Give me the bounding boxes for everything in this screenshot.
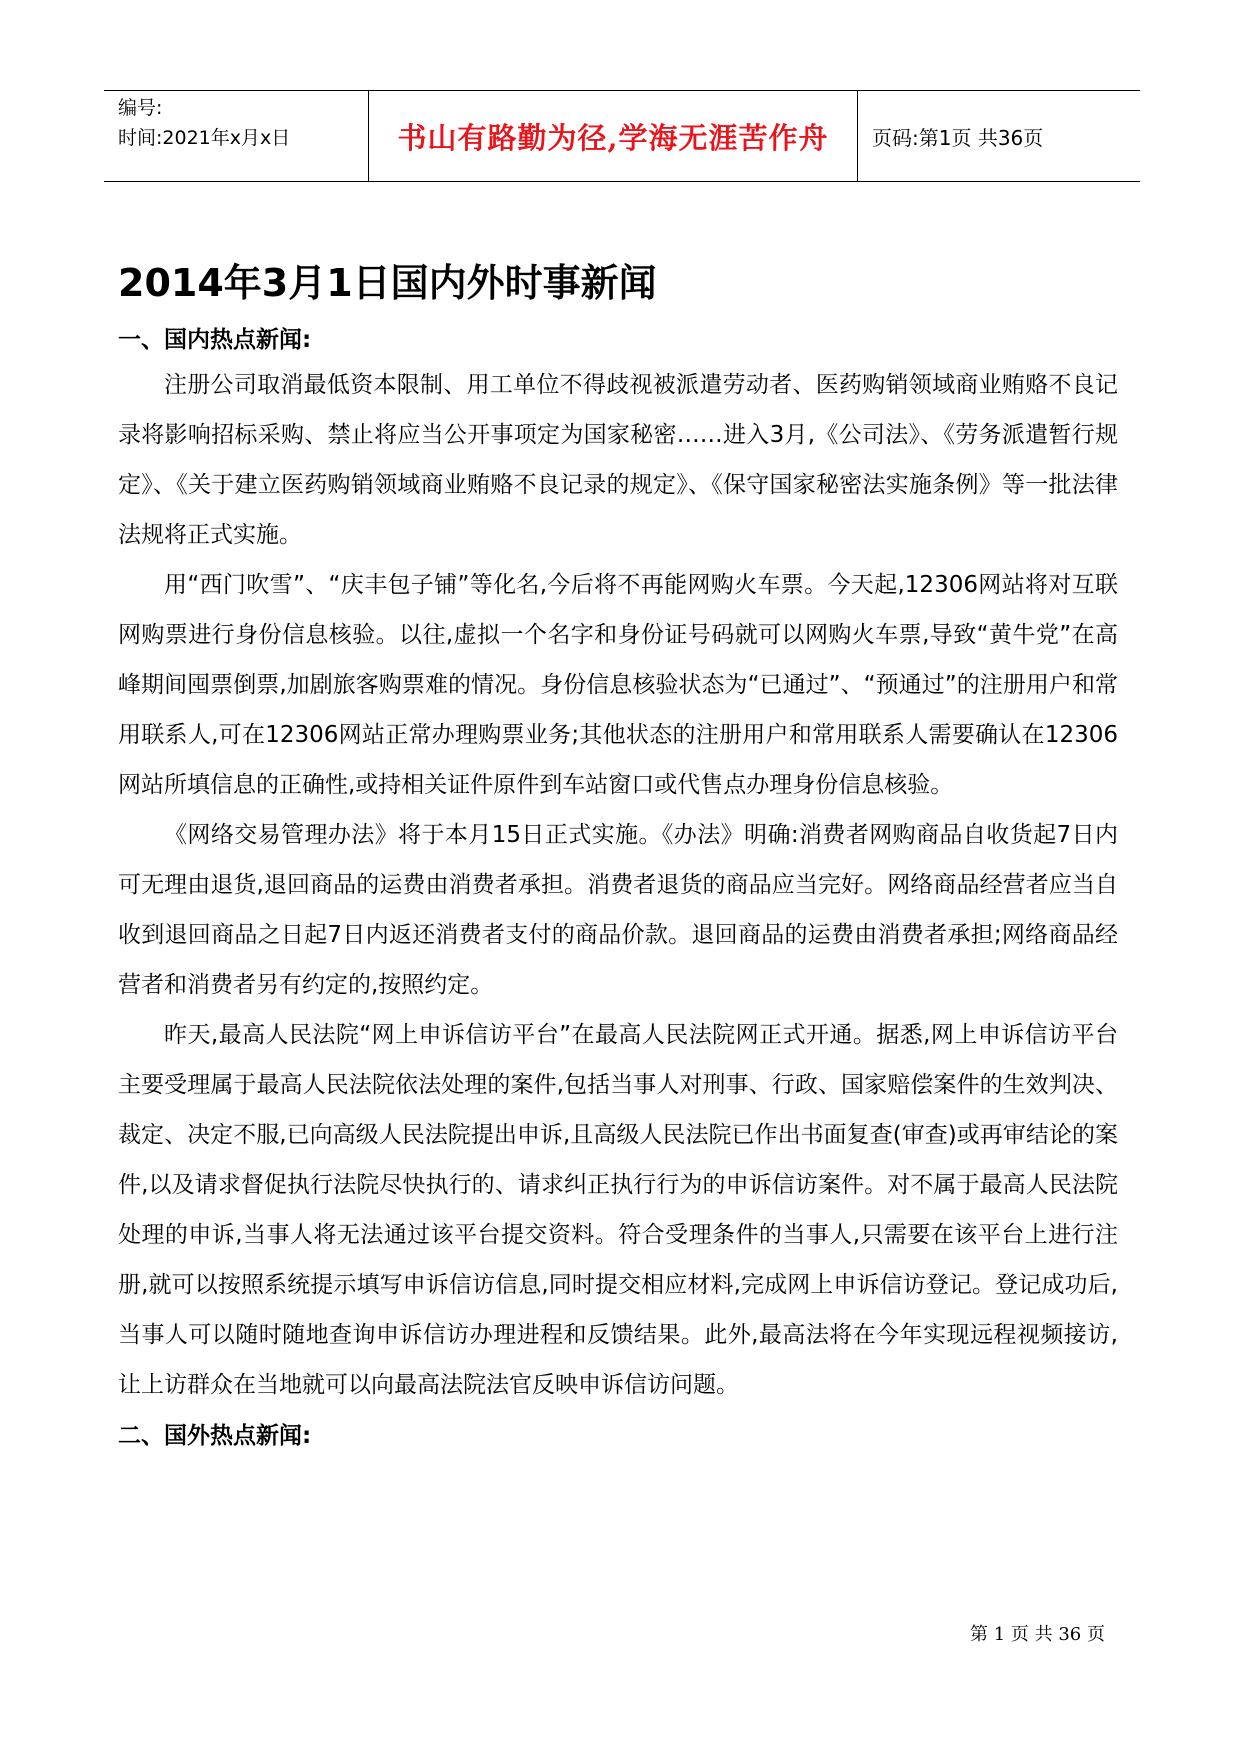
paragraph: 《网络交易管理办法》将于本月15日正式实施。《办法》明确:消费者网购商品自收货起7日内可无理由退货,退回商品的运费由消费者承担。消费者退货的商品应当完好。网络商品经营者应当自收到退回商品之日起7日内返还消费者支付的商品价款。退回商品的运费由消费者承担;网络商品经营者和消费者另有约定的,按照约定。 xyxy=(118,822,1118,998)
header-motto-cell xyxy=(368,91,858,181)
document-time: 时间:2021年x月x日 xyxy=(118,127,291,149)
page-footer-number: 第 1 页 共 36 页 xyxy=(970,1624,1105,1645)
section-heading-domestic: 一、国内热点新闻: xyxy=(118,327,312,353)
document-body xyxy=(118,320,1118,1456)
paragraph: 昨天,最高人民法院“网上申诉信访平台”在最高人民法院网正式开通。据悉,网上申诉信访平台主要受理属于最高人民法院依法处理的案件,包括当事人对刑事、行政、国家赔偿案件的生效判决、裁定、决定不服,已向高级人民法院提出申诉,且高级人民法院已作出书面复查(审查)或再审结论的案件,以及请求督促执行法院尽快执行的、请求纠正执行行为的申诉信访案件。对不属于最高人民法院处理的申诉,当事人将无法通过该平台提交资料。符合受理条件的当事人,只需要在该平台上进行注册,就可以按照系统提示填写申诉信访信息,同时提交相应材料,完成网上申诉信访登记。登记成功后,当事人可以随时随地查询申诉信访办理进程和反馈结果。此外,最高法将在今年实现远程视频接访,让上访群众在当地就可以向最高法院法官反映申诉信访问题。 xyxy=(118,1022,1118,1398)
section-heading-international: 二、国外热点新闻: xyxy=(118,1423,312,1449)
header-page-cell xyxy=(858,91,1140,181)
document-number-label: 编号: xyxy=(118,97,163,119)
page-header xyxy=(104,90,1140,182)
paragraph: 注册公司取消最低资本限制、用工单位不得歧视被派遣劳动者、医药购销领域商业贿赂不良记录将影响招标采购、禁止将应当公开事项定为国家秘密……进入3月,《公司法》、《劳务派遣暂行规定》、《关于建立医药购销领域商业贿赂不良记录的规定》、《保守国家秘密法实施条例》等一批法律法规将正式实施。 xyxy=(118,372,1118,548)
header-motto: 书山有路勤为径,学海无涯苦作舟 xyxy=(397,120,829,155)
document-title: 2014年3月1日国内外时事新闻 xyxy=(118,261,657,305)
paragraph: 用“西门吹雪”、“庆丰包子铺”等化名,今后将不再能网购火车票。今天起,12306网站将对互联网购票进行身份信息核验。以往,虚拟一个名字和身份证号码就可以网购火车票,导致“黄牛党”在高峰期间囤票倒票,加剧旅客购票难的情况。身份信息核验状态为“已通过”、“预通过”的注册用户和常用联系人,可在12306网站正常办理购票业务;其他状态的注册用户和常用联系人需要确认在12306网站所填信息的正确性,或持相关证件原件到车站窗口或代售点办理身份信息核验。 xyxy=(118,572,1118,798)
header-page-info: 页码:第1页 共36页 xyxy=(872,125,1044,150)
header-meta xyxy=(104,91,368,181)
